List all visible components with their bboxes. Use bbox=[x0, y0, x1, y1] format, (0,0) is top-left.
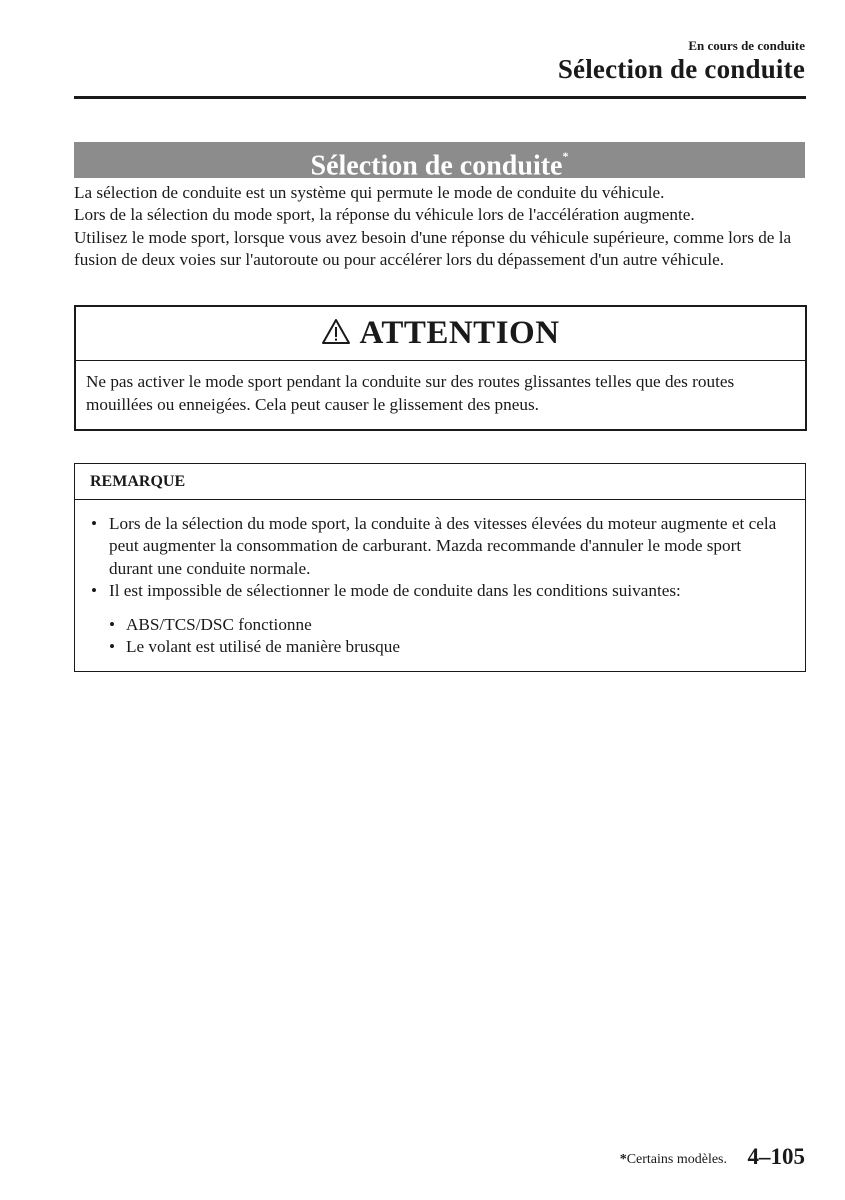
footer-note-text: Certains modèles. bbox=[626, 1152, 727, 1167]
header-divider bbox=[74, 96, 806, 99]
intro-paragraph: La sélection de conduite est un système qui permute le mode de conduite du véhicule. bbox=[74, 183, 665, 202]
section-title-bar bbox=[74, 142, 805, 182]
chapter-label: En cours de conduite bbox=[688, 38, 805, 53]
remark-item-text: Il est impossible de sélectionner le mode de conduite dans les conditions suivantes: bbox=[109, 580, 681, 600]
attention-header bbox=[76, 307, 805, 361]
remark-item bbox=[75, 580, 805, 602]
bullet-icon: • bbox=[109, 615, 116, 635]
footer-marker: * bbox=[619, 1152, 627, 1167]
attention-box bbox=[74, 305, 807, 431]
bullet-icon: • bbox=[91, 580, 98, 600]
remark-sub-item bbox=[75, 636, 805, 658]
intro-paragraph: Utilisez le mode sport, lorsque vous avez besoin d'une réponse du véhicule supérieure, comme lors de la fusion de deux voies sur l'autoroute ou pour accélérer lors du dépassement d'un autre véhicule. bbox=[74, 227, 792, 269]
remark-sub-item-text: Le volant est utilisé de manière brusque bbox=[126, 637, 400, 657]
bullet-icon: • bbox=[91, 514, 98, 533]
intro-text bbox=[74, 182, 809, 271]
page-header-title: Sélection de conduite bbox=[557, 54, 805, 84]
attention-title: ATTENTION bbox=[359, 315, 560, 351]
remark-sub-item-text: ABS/TCS/DSC fonctionne bbox=[126, 615, 312, 635]
warning-triangle-icon bbox=[321, 318, 351, 350]
section-title-marker: * bbox=[562, 149, 569, 163]
section-title: Sélection de conduite bbox=[310, 150, 563, 182]
attention-text: Ne pas activer le mode sport pendant la conduite sur des routes glissantes telles que des routes mouillées ou enneigées. Cela peut causer le glissement des pneus. bbox=[86, 372, 735, 414]
footer-note bbox=[620, 1152, 727, 1168]
remark-box bbox=[74, 463, 806, 672]
remark-title: REMARQUE bbox=[75, 464, 805, 500]
remark-item bbox=[75, 513, 805, 580]
remark-sub-item bbox=[75, 614, 805, 636]
remark-sub-list bbox=[75, 602, 805, 659]
bullet-icon: • bbox=[109, 637, 116, 657]
intro-paragraph: Lors de la sélection du mode sport, la réponse du véhicule lors de l'accélération augmente. bbox=[74, 205, 695, 225]
page-number: 4–105 bbox=[747, 1144, 805, 1169]
remark-item-text: Lors de la sélection du mode sport, la conduite à des vitesses élevées du moteur augmente et cela peut augmenter la consommation de carburant. Mazda recommande d'annuler le mode sport durant une conduite normale. bbox=[109, 514, 777, 578]
remark-list bbox=[75, 500, 805, 602]
